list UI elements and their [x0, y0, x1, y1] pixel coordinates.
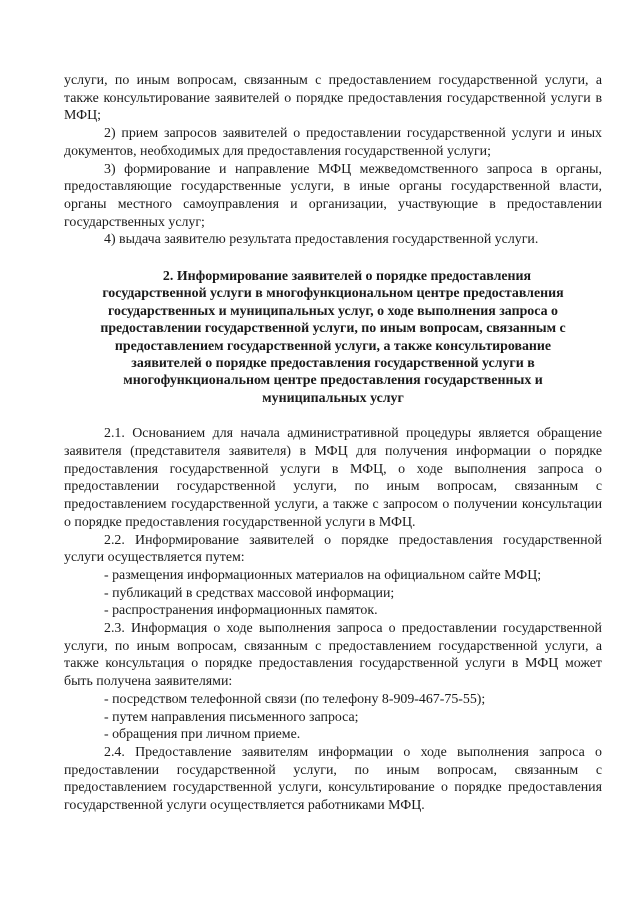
paragraph-continuation: услуги, по иным вопросам, связанным с предоставлением государственной услуги, а также консультирование заявителей о порядке предоставления государственной услуги в МФЦ; — [64, 73, 602, 124]
heading-line: предоставлением государственной услуги, а также консультирование — [114, 338, 552, 354]
list-item: - посредством телефонной связи (по телефону 8-909-467-75-55); — [104, 691, 486, 707]
heading-line: государственных и муниципальных услуг, о ходе выполнения запроса о — [108, 303, 558, 319]
heading-line: предоставлении государственной услуги, по иным вопросам, связанным с — [100, 321, 566, 337]
list-item: - размещения информационных материалов на официальном сайте МФЦ; — [104, 567, 542, 583]
list-item: - обращения при личном приеме. — [104, 727, 301, 743]
heading-line: многофункциональном центре предоставления государственных и — [123, 373, 543, 389]
heading-line: заявителей о порядке предоставления государственной услуги в — [131, 356, 535, 372]
paragraph-2-1: 2.1. Основанием для начала административной процедуры является обращение заявителя (представителя заявителя) в МФЦ для получения информации о порядке предоставления государственной услуги в МФЦ, о ходе выполнения запроса о предоставлении государственной услуги, по иным вопросам, связанным с предоставлением государственной услуги, а также с запросом о получении консультации о порядке предоставления государственной услуги в МФЦ. — [64, 426, 602, 530]
document-page — [64, 72, 602, 815]
list-item: - путем направления письменного запроса; — [104, 709, 359, 725]
list-item: - публикаций в средствах массовой информации; — [104, 585, 395, 601]
list-item-3: 3) формирование и направление МФЦ межведомственного запроса в органы, предоставляющие государственные услуги, в иные органы государственной власти, органы местного самоуправления и организации, участвующие в предоставлении государственных услуг; — [64, 161, 602, 230]
heading-line: муниципальных услуг — [262, 390, 404, 406]
list-item-2: 2) прием запросов заявителей о предоставлении государственной услуги и иных документов, необходимых для предоставления государственной услуги; — [64, 126, 602, 159]
paragraph-2-4: 2.4. Предоставление заявителям информации о ходе выполнения запроса о предоставлении государственной услуги, по иным вопросам, связанным с предоставлением государственной услуги, консультирование о порядке предоставления государственной услуги осуществляется работниками МФЦ. — [64, 744, 602, 814]
paragraph-2-2: 2.2. Информирование заявителей о порядке предоставления государственной услуги осуществляется путем: — [64, 532, 602, 566]
heading-line: государственной услуги в многофункциональном центре предоставления — [102, 286, 564, 302]
list-item: - распространения информационных памяток. — [104, 603, 378, 619]
heading-line: 2. Информирование заявителей о порядке предоставления — [162, 269, 532, 285]
list-item-4: 4) выдача заявителю результата предоставления государственной услуги. — [104, 232, 539, 248]
paragraph-2-3: 2.3. Информация о ходе выполнения запроса о предоставлении государственной услуги, по иным вопросам, связанным с предоставлением государственной услуги, а также консультация о порядке предоставления государственной услуги в МФЦ может быть получена заявителями: — [64, 621, 602, 690]
section-2-heading — [64, 268, 602, 407]
